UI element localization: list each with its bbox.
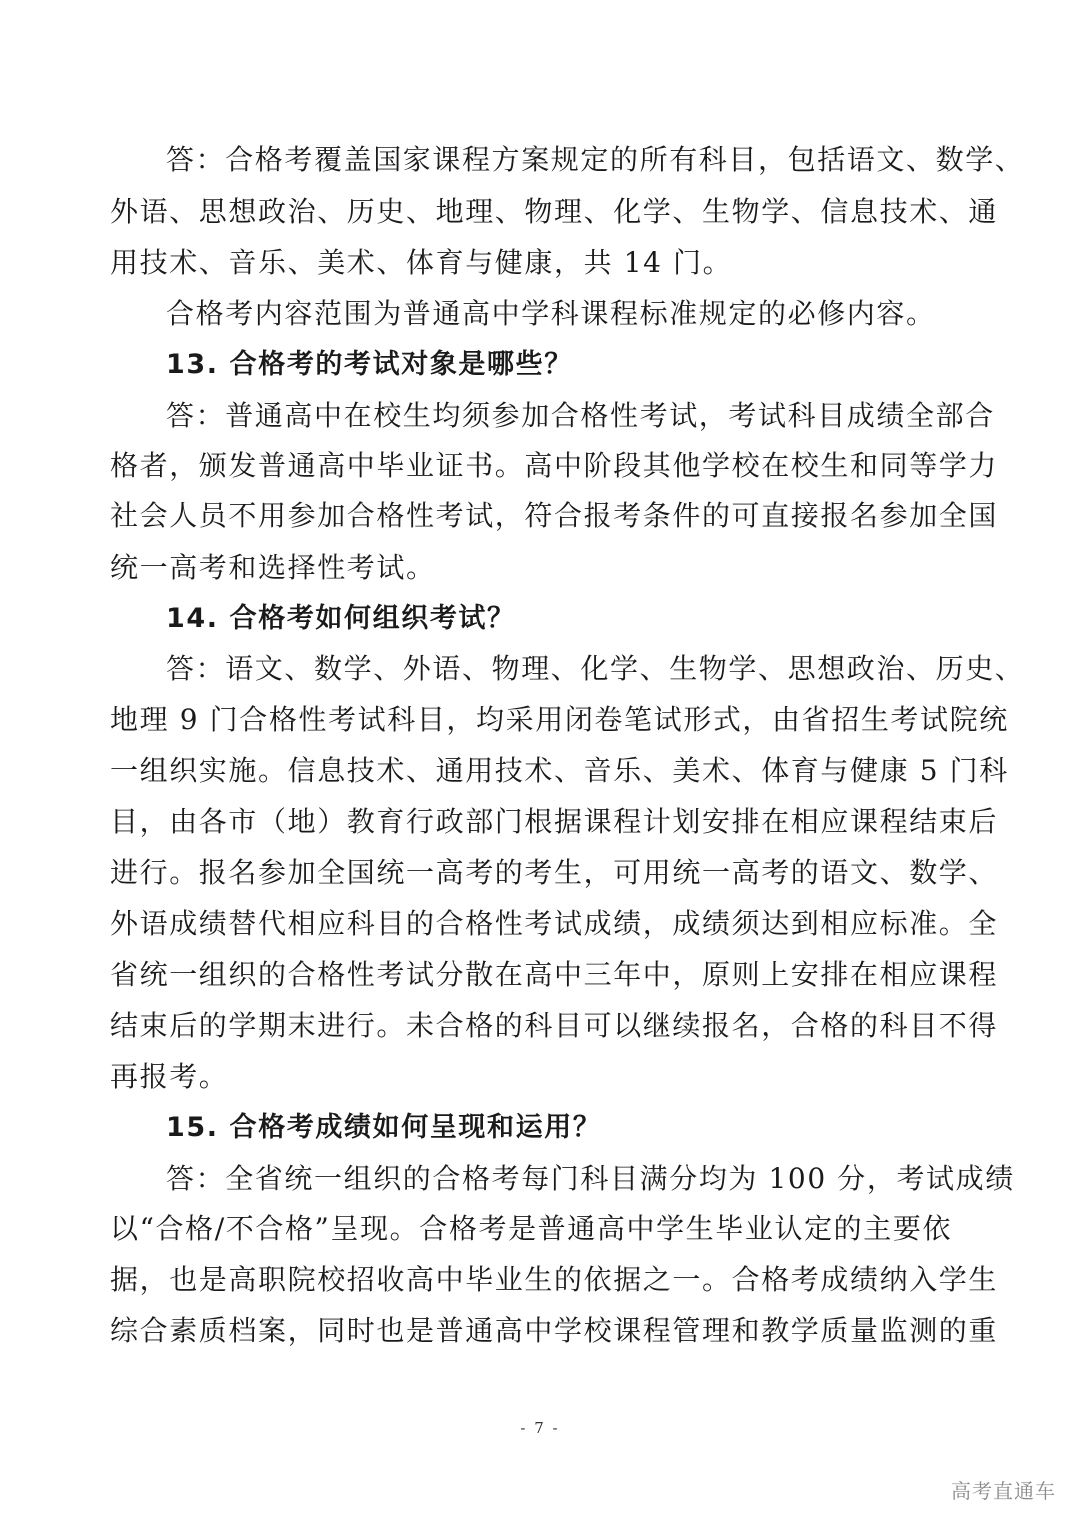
paragraph-line: 外语成绩替代相应科目的合格性考试成绩，成绩须达到相应标准。全 — [110, 907, 999, 940]
paragraph-line: 省统一组织的合格性考试分散在高中三年中，原则上安排在相应课程 — [110, 958, 999, 991]
page-number: - 7 - — [520, 1419, 560, 1437]
paragraph-line: 再报考。 — [110, 1060, 229, 1093]
paragraph-line: 格者，颁发普通高中毕业证书。高中阶段其他学校在校生和同等学力 — [110, 449, 999, 482]
paragraph-line: 地理 9 门合格性考试科目，均采用闭卷笔试形式，由省招生考试院统 — [110, 703, 1009, 736]
paragraph-line: 进行。报名参加全国统一高考的考生，可用统一高考的语文、数学、 — [110, 856, 999, 889]
paragraph-line: 综合素质档案，同时也是普通高中学校课程管理和教学质量监测的重 — [110, 1314, 999, 1347]
paragraph-line: 外语、思想政治、历史、地理、物理、化学、生物学、信息技术、通 — [110, 195, 999, 228]
watermark-text: 高考直通车 — [951, 1479, 1056, 1503]
paragraph-line: 答：语文、数学、外语、物理、化学、生物学、思想政治、历史、 — [166, 652, 1025, 685]
paragraph-line: 社会人员不用参加合格性考试，符合报考条件的可直接报名参加全国 — [110, 499, 999, 532]
paragraph-line: 答：合格考覆盖国家课程方案规定的所有科目，包括语文、数学、 — [166, 143, 1025, 176]
paragraph-line: 用技术、音乐、美术、体育与健康，共 14 门。 — [110, 246, 733, 279]
paragraph-line: 统一高考和选择性考试。 — [110, 551, 436, 584]
paragraph-line: 答：普通高中在校生均须参加合格性考试，考试科目成绩全部合 — [166, 399, 995, 432]
paragraph-line: 答：全省统一组织的合格考每门科目满分均为 100 分，考试成绩 — [166, 1162, 1015, 1195]
question-heading-13: 13. 合格考的考试对象是哪些？ — [166, 349, 573, 380]
paragraph-line: 以“合格/不合格”呈现。合格考是普通高中学生毕业认定的主要依 — [110, 1212, 953, 1245]
paragraph-line: 合格考内容范围为普通高中学科课程标准规定的必修内容。 — [166, 297, 936, 330]
paragraph-line: 结束后的学期末进行。未合格的科目可以继续报名，合格的科目不得 — [110, 1009, 999, 1042]
question-heading-14: 14. 合格考如何组织考试？ — [166, 603, 516, 634]
paragraph-line: 据，也是高职院校招收高中毕业生的依据之一。合格考成绩纳入学生 — [110, 1263, 999, 1296]
paragraph-line: 目，由各市（地）教育行政部门根据课程计划安排在相应课程结束后 — [110, 805, 999, 838]
question-heading-15: 15. 合格考成绩如何呈现和运用？ — [166, 1112, 602, 1143]
paragraph-line: 一组织实施。信息技术、通用技术、音乐、美术、体育与健康 5 门科 — [110, 754, 1009, 787]
